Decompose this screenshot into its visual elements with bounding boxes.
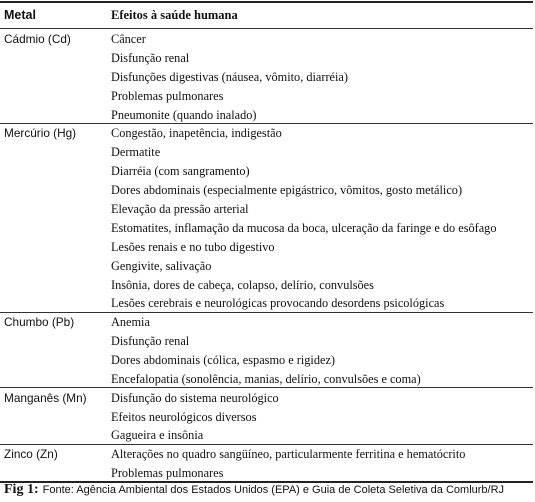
effect-item: Anemia: [111, 315, 150, 329]
effect-item: Problemas pulmonares: [111, 89, 224, 103]
figure-source: Fonte: Agência Ambiental dos Estados Unidos (EPA) e Guia de Coleta Seletiva da Comlurb/RJ: [42, 484, 505, 496]
metal-mercurio: Mercúrio (Hg): [4, 126, 77, 140]
metal-manganes: Manganês (Mn): [4, 391, 87, 405]
effect-item: Dores abdominais (especialmente epigástrico, vômitos, gosto metálico): [111, 183, 463, 197]
header-metal: Metal: [4, 8, 36, 22]
metal-zinco: Zinco (Zn): [4, 447, 58, 461]
effect-item: Estomatites, inflamação da mucosa da boca, ulceração da faringe e do esôfago: [111, 221, 497, 235]
figure-caption: [4, 481, 504, 499]
effect-item: Dores abdominais (cólica, espasmo e rigidez): [111, 353, 335, 367]
effect-item: Problemas pulmonares: [111, 466, 224, 480]
effect-item: Alterações no quadro sangüíneo, particularmente ferritina e hematócrito: [111, 447, 466, 461]
figure-label: Fig 1:: [4, 482, 39, 497]
metal-cadmio: Cádmio (Cd): [4, 32, 71, 46]
effect-item: Lesões cerebrais e neurológicas provocando desordens psicológicas: [111, 296, 445, 310]
header-effects: Efeitos à saúde humana: [111, 8, 238, 22]
effect-item: Disfunção renal: [111, 51, 190, 65]
table-top-rule: [0, 1, 533, 3]
effect-item: Insônia, dores de cabeça, colapso, delírio, convulsões: [111, 278, 374, 292]
effect-item: Gengivite, salivação: [111, 259, 212, 273]
effect-item: Efeitos neurológicos diversos: [111, 410, 257, 424]
effect-item: Pneumonite (quando inalado): [111, 108, 257, 122]
metal-chumbo: Chumbo (Pb): [4, 315, 75, 329]
group-rule: [0, 312, 533, 313]
effect-item: Câncer: [111, 32, 146, 46]
effect-item: Lesões renais e no tubo digestivo: [111, 240, 275, 254]
header-rule: [0, 28, 533, 29]
effect-item: Gagueira e insônia: [111, 428, 204, 442]
effect-item: Dermatite: [111, 145, 161, 159]
effect-item: Diarréia (com sangramento): [111, 164, 250, 178]
effect-item: Disfunções digestivas (náusea, vômito, diarréia): [111, 70, 348, 84]
effect-item: Disfunção renal: [111, 334, 190, 348]
group-rule: [0, 387, 533, 388]
effect-item: Elevação da pressão arterial: [111, 202, 249, 216]
effect-item: Congestão, inapetência, indigestão: [111, 126, 282, 140]
effect-item: Disfunção do sistema neurológico: [111, 391, 279, 405]
effect-item: Encefalopatia (sonolência, manias, delírio, convulsões e coma): [111, 372, 421, 386]
